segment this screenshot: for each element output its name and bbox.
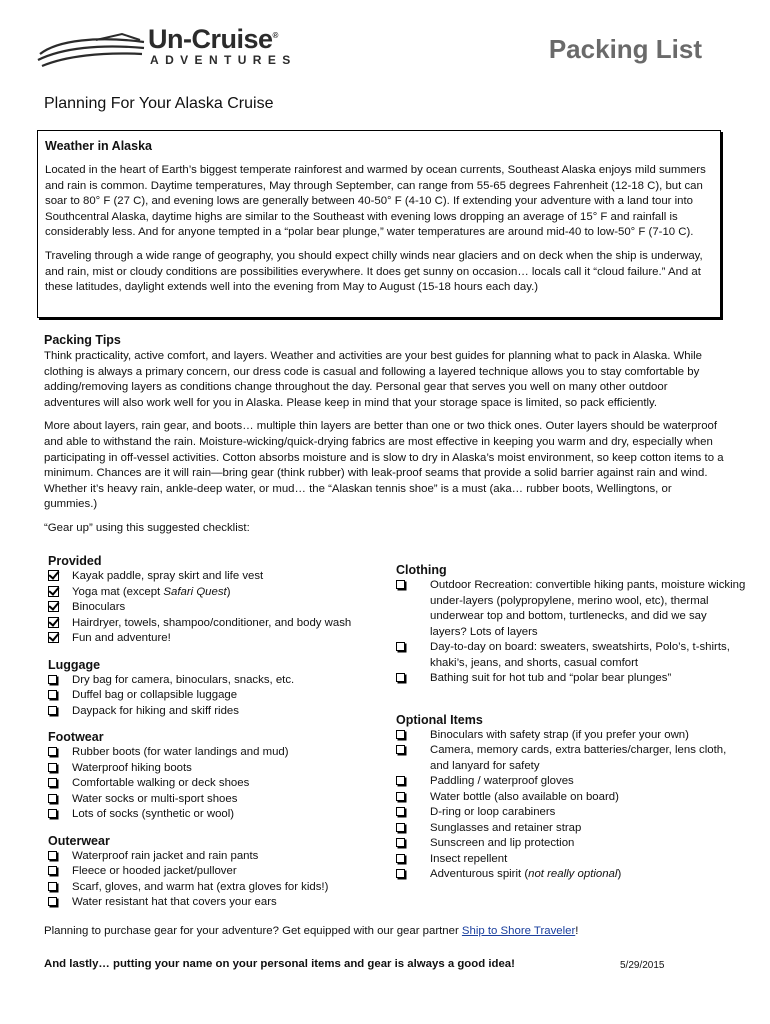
checkbox[interactable] bbox=[396, 776, 405, 785]
list-item: Bathing suit for hot tub and “polar bear plunges” bbox=[396, 671, 746, 687]
checkbox[interactable] bbox=[48, 763, 57, 772]
checkbox[interactable] bbox=[48, 882, 57, 891]
checkbox[interactable] bbox=[396, 838, 405, 847]
list-item: Binoculars with safety strap (if you prefer your own) bbox=[396, 728, 746, 744]
uncruise-logo bbox=[36, 26, 306, 76]
boat-swoosh-icon bbox=[36, 32, 148, 72]
list-item: Water bottle (also available on board) bbox=[396, 790, 746, 806]
checklist-intro: “Gear up” using this suggested checklist: bbox=[44, 521, 250, 534]
checkbox[interactable] bbox=[396, 807, 405, 816]
list-item: Day-to-day on board: sweaters, sweatshirts, Polo’s, t-shirts, khaki’s, jeans, and shorts, casual comfort bbox=[396, 640, 746, 671]
optional-list bbox=[396, 728, 746, 883]
checkbox[interactable] bbox=[396, 823, 405, 832]
checklist-right-column bbox=[396, 563, 746, 883]
weather-heading: Weather in Alaska bbox=[45, 139, 152, 153]
checkbox[interactable] bbox=[48, 809, 57, 818]
provided-list bbox=[48, 569, 388, 647]
list-item: Hairdryer, towels, shampoo/conditioner, and body wash bbox=[48, 616, 388, 632]
list-item: Duffel bag or collapsible luggage bbox=[48, 688, 388, 704]
checkbox[interactable] bbox=[396, 854, 405, 863]
checkbox[interactable] bbox=[396, 580, 405, 589]
checked-checkbox[interactable] bbox=[48, 617, 59, 628]
optional-heading: Optional Items bbox=[396, 712, 483, 727]
list-item: Sunglasses and retainer strap bbox=[396, 821, 746, 837]
list-item: Binoculars bbox=[48, 600, 388, 616]
weather-section bbox=[37, 130, 721, 318]
checkbox[interactable] bbox=[48, 747, 57, 756]
packing-tips-section bbox=[44, 333, 724, 537]
outerwear-list bbox=[48, 849, 388, 911]
checked-checkbox[interactable] bbox=[48, 601, 59, 612]
packing-heading: Packing Tips bbox=[44, 333, 121, 347]
list-item: Camera, memory cards, extra batteries/charger, lens cloth, and lanyard for safety bbox=[396, 743, 746, 774]
checkbox[interactable] bbox=[48, 851, 57, 860]
page-title: Planning For Your Alaska Cruise bbox=[44, 95, 274, 112]
clothing-heading: Clothing bbox=[396, 563, 447, 577]
ship-to-shore-link[interactable]: Ship to Shore Traveler bbox=[461, 925, 576, 937]
luggage-heading: Luggage bbox=[48, 657, 101, 672]
list-item: Comfortable walking or deck shoes bbox=[48, 776, 388, 792]
checkbox[interactable] bbox=[48, 706, 57, 715]
list-item: Kayak paddle, spray skirt and life vest bbox=[48, 569, 388, 585]
list-item: Daypack for hiking and skiff rides bbox=[48, 704, 388, 720]
list-item: Paddling / waterproof gloves bbox=[396, 774, 746, 790]
packing-paragraph-2: More about layers, rain gear, and boots… multiple thin layers are better than one or two thick ones. Outer layers should be waterproof and able to withstand the rain. Moisture-wicking/quick-drying fabrics are most effective in keeping you warm and dry, especially when participating in off-vessel activities. Cotton absorbs moisture and is slow to dry in Alaska’s moist environment, so keep cotton items to a minimum. Chances are it will rain—bring gear (think rubber) with leak-proof seams that provide a solid barrier against rain and wind. Whether it’s heavy rain, ankle-deep water, or mud… the “Alaskan tennis shoe” is a must (aka… rubber boots, Wellingtons, or gummies.) bbox=[44, 420, 724, 511]
closing-note: And lastly… putting your name on your personal items and gear is always a good idea! bbox=[44, 958, 515, 970]
list-item: Dry bag for camera, binoculars, snacks, etc. bbox=[48, 673, 388, 689]
packing-paragraph-1: Think practicality, active comfort, and layers. Weather and activities are your best guides for planning what to pack in Alaska. While clothing is always a primary concern, our dress code is casual and following a layered technique allows you to stay comfortable by adding/removing layers as conditions change throughout the day. Personal gear that serves you well on many other outdoor adventures will also work well for you in Alaska. Please keep in mind that your storage space is limited, so pack efficiently. bbox=[44, 350, 703, 409]
weather-paragraph-1: Located in the heart of Earth’s biggest temperate rainforest and warmed by ocean currents, Southeast Alaska enjoys mild summers and rain is common. Daytime temperatures, May through September, can range from 55-65 degrees Fahrenheit (12-18 C), but can soar to 80° F (27 C), and evening lows are generally between 40-50° F (4-10 C). If extending your adventure with a land tour into Southcentral Alaska, daytime highs are similar to the Southeast with evening lows dropping an average of 15° F and rainfall is considerably less. And for anyone tempted in a “polar bear plunge,” water temperatures are around mid-40 to low-50° F (7-10 C). bbox=[45, 164, 706, 239]
document-date: 5/29/2015 bbox=[620, 960, 665, 971]
gear-partner-line: Planning to purchase gear for your adventure? Get equipped with our gear partner Ship to Shore Traveler! bbox=[44, 925, 579, 937]
list-item: Water socks or multi-sport shoes bbox=[48, 792, 388, 808]
list-item: Waterproof rain jacket and rain pants bbox=[48, 849, 388, 865]
list-item: Water resistant hat that covers your ears bbox=[48, 895, 388, 911]
checkbox[interactable] bbox=[48, 690, 57, 699]
weather-paragraph-2: Traveling through a wide range of geography, you should expect chilly winds near glaciers and on deck when the ship is underway, and rain, mist or cloudy conditions are possibilities everywhere. It does get sunny on occasion… locals call it “cloud failure.” And at these latitudes, daylight extends well into the evening from May to August (15-18 hours each day.) bbox=[45, 249, 703, 294]
checkbox[interactable] bbox=[396, 745, 405, 754]
logo-wordmark: Un-Cruise® bbox=[148, 24, 278, 54]
list-item: Sunscreen and lip protection bbox=[396, 836, 746, 852]
list-item: Outdoor Recreation: convertible hiking pants, moisture wicking under-layers (polypropylene, merino wool, etc), thermal underwear top and bottom, turtlenecks, and did we say layers? Lots of layers bbox=[396, 578, 746, 640]
footwear-heading: Footwear bbox=[48, 730, 104, 744]
clothing-list bbox=[396, 578, 746, 687]
checkbox[interactable] bbox=[48, 675, 57, 684]
checkbox[interactable] bbox=[396, 673, 405, 682]
checkbox[interactable] bbox=[396, 792, 405, 801]
checklist-left-column bbox=[48, 554, 388, 911]
footwear-list bbox=[48, 745, 388, 823]
list-item: Fun and adventure! bbox=[48, 631, 388, 647]
list-item: Yoga mat (except Safari Quest) bbox=[48, 585, 388, 601]
checked-checkbox[interactable] bbox=[48, 586, 59, 597]
checkbox[interactable] bbox=[48, 866, 57, 875]
list-item: Rubber boots (for water landings and mud) bbox=[48, 745, 388, 761]
checkbox[interactable] bbox=[48, 897, 57, 906]
page-header bbox=[36, 26, 726, 78]
luggage-list bbox=[48, 673, 388, 720]
checkbox[interactable] bbox=[396, 869, 405, 878]
document-title: Packing List bbox=[548, 34, 702, 64]
list-item: Waterproof hiking boots bbox=[48, 761, 388, 777]
logo-subtitle: ADVENTURES bbox=[150, 53, 297, 67]
checkbox[interactable] bbox=[396, 642, 405, 651]
list-item: Lots of socks (synthetic or wool) bbox=[48, 807, 388, 823]
list-item: Fleece or hooded jacket/pullover bbox=[48, 864, 388, 880]
list-item: Adventurous spirit (not really optional) bbox=[396, 867, 746, 883]
list-item: Insect repellent bbox=[396, 852, 746, 868]
provided-heading: Provided bbox=[48, 554, 102, 568]
list-item: Scarf, gloves, and warm hat (extra gloves for kids!) bbox=[48, 880, 388, 896]
checkbox[interactable] bbox=[396, 730, 405, 739]
checked-checkbox[interactable] bbox=[48, 632, 59, 643]
outerwear-heading: Outerwear bbox=[48, 833, 110, 848]
checkbox[interactable] bbox=[48, 778, 57, 787]
checkbox[interactable] bbox=[48, 794, 57, 803]
list-item: D-ring or loop carabiners bbox=[396, 805, 746, 821]
checked-checkbox[interactable] bbox=[48, 570, 59, 581]
